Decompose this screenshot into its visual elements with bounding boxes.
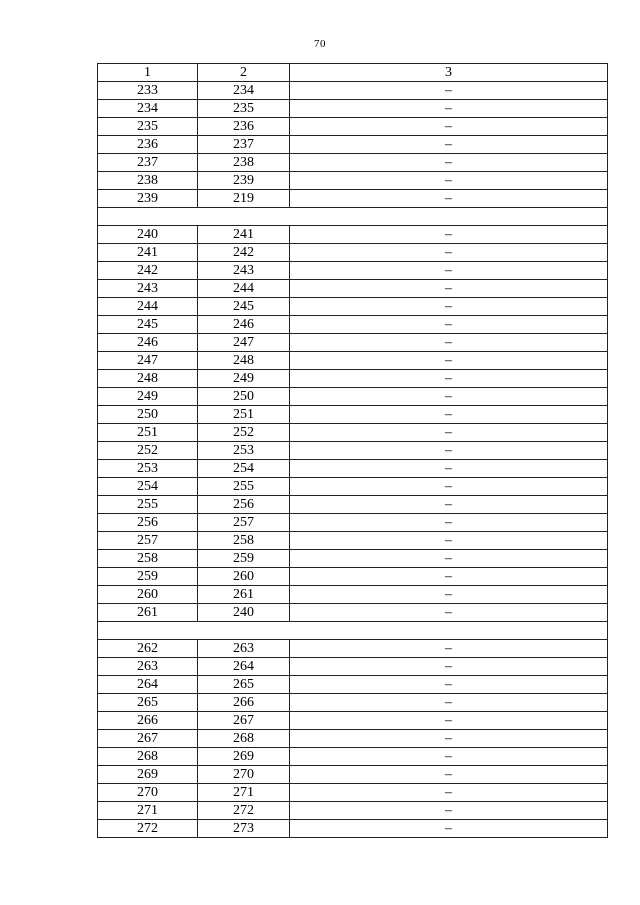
section-separator-cell bbox=[98, 208, 608, 226]
table-header bbox=[98, 64, 608, 82]
table-row bbox=[98, 118, 608, 136]
table-row bbox=[98, 514, 608, 532]
table-cell-col-2: 249 bbox=[198, 370, 290, 388]
table-cell-col-2: 243 bbox=[198, 262, 290, 280]
table-cell-col-3: – bbox=[290, 532, 608, 550]
table-cell-col-2: 242 bbox=[198, 244, 290, 262]
table-cell-col-1: 242 bbox=[98, 262, 198, 280]
section-separator-row bbox=[98, 208, 608, 226]
table-cell-col-3: – bbox=[290, 550, 608, 568]
table-cell-col-3: – bbox=[290, 244, 608, 262]
table-cell-col-2: 255 bbox=[198, 478, 290, 496]
data-table bbox=[97, 63, 608, 838]
table-cell-col-3: – bbox=[290, 82, 608, 100]
section-separator-row bbox=[98, 622, 608, 640]
table-cell-col-3: – bbox=[290, 568, 608, 586]
table-body bbox=[98, 82, 608, 838]
column-header-2: 2 bbox=[198, 64, 290, 82]
table-cell-col-1: 270 bbox=[98, 784, 198, 802]
table-cell-col-1: 255 bbox=[98, 496, 198, 514]
table-cell-col-2: 245 bbox=[198, 298, 290, 316]
table-row bbox=[98, 136, 608, 154]
table-row bbox=[98, 748, 608, 766]
table-row bbox=[98, 316, 608, 334]
table-row bbox=[98, 730, 608, 748]
table-cell-col-1: 234 bbox=[98, 100, 198, 118]
table-cell-col-1: 267 bbox=[98, 730, 198, 748]
table-cell-col-1: 245 bbox=[98, 316, 198, 334]
table-cell-col-3: – bbox=[290, 100, 608, 118]
table-row bbox=[98, 604, 608, 622]
table-cell-col-2: 258 bbox=[198, 532, 290, 550]
table-cell-col-2: 273 bbox=[198, 820, 290, 838]
table-cell-col-1: 264 bbox=[98, 676, 198, 694]
table-row bbox=[98, 802, 608, 820]
table-cell-col-2: 269 bbox=[198, 748, 290, 766]
table-row bbox=[98, 100, 608, 118]
table-cell-col-1: 235 bbox=[98, 118, 198, 136]
table-row bbox=[98, 424, 608, 442]
table-cell-col-1: 253 bbox=[98, 460, 198, 478]
table-cell-col-2: 241 bbox=[198, 226, 290, 244]
table-cell-col-2: 250 bbox=[198, 388, 290, 406]
column-header-3: 3 bbox=[290, 64, 608, 82]
table-row bbox=[98, 694, 608, 712]
table-cell-col-3: – bbox=[290, 154, 608, 172]
table-cell-col-1: 250 bbox=[98, 406, 198, 424]
table-cell-col-1: 249 bbox=[98, 388, 198, 406]
table-cell-col-3: – bbox=[290, 676, 608, 694]
table-cell-col-2: 266 bbox=[198, 694, 290, 712]
table-cell-col-3: – bbox=[290, 298, 608, 316]
table-cell-col-2: 246 bbox=[198, 316, 290, 334]
table-cell-col-1: 268 bbox=[98, 748, 198, 766]
table-cell-col-1: 233 bbox=[98, 82, 198, 100]
table-row bbox=[98, 478, 608, 496]
table-row bbox=[98, 334, 608, 352]
table-cell-col-2: 251 bbox=[198, 406, 290, 424]
table-cell-col-1: 269 bbox=[98, 766, 198, 784]
table-row bbox=[98, 244, 608, 262]
table-cell-col-1: 236 bbox=[98, 136, 198, 154]
table-row bbox=[98, 766, 608, 784]
table-cell-col-1: 261 bbox=[98, 604, 198, 622]
table-cell-col-2: 240 bbox=[198, 604, 290, 622]
table-cell-col-2: 252 bbox=[198, 424, 290, 442]
table-cell-col-3: – bbox=[290, 604, 608, 622]
table-row bbox=[98, 262, 608, 280]
table-cell-col-2: 268 bbox=[198, 730, 290, 748]
table-cell-col-2: 234 bbox=[198, 82, 290, 100]
table-cell-col-3: – bbox=[290, 820, 608, 838]
table-row bbox=[98, 460, 608, 478]
table-cell-col-1: 244 bbox=[98, 298, 198, 316]
table-cell-col-2: 270 bbox=[198, 766, 290, 784]
table-cell-col-2: 272 bbox=[198, 802, 290, 820]
table-row bbox=[98, 550, 608, 568]
table-cell-col-1: 271 bbox=[98, 802, 198, 820]
table-cell-col-1: 238 bbox=[98, 172, 198, 190]
table-row bbox=[98, 280, 608, 298]
table-row bbox=[98, 784, 608, 802]
table-cell-col-2: 265 bbox=[198, 676, 290, 694]
table-cell-col-2: 259 bbox=[198, 550, 290, 568]
table-cell-col-1: 246 bbox=[98, 334, 198, 352]
table-cell-col-2: 238 bbox=[198, 154, 290, 172]
section-separator-cell bbox=[98, 622, 608, 640]
table-row bbox=[98, 568, 608, 586]
table-cell-col-3: – bbox=[290, 766, 608, 784]
table-cell-col-3: – bbox=[290, 280, 608, 298]
table-cell-col-3: – bbox=[290, 658, 608, 676]
table-cell-col-3: – bbox=[290, 262, 608, 280]
table-cell-col-2: 253 bbox=[198, 442, 290, 460]
table-row bbox=[98, 676, 608, 694]
table-cell-col-3: – bbox=[290, 316, 608, 334]
table-cell-col-1: 272 bbox=[98, 820, 198, 838]
table-cell-col-3: – bbox=[290, 388, 608, 406]
table-cell-col-3: – bbox=[290, 496, 608, 514]
table-cell-col-1: 252 bbox=[98, 442, 198, 460]
table-row bbox=[98, 658, 608, 676]
table-cell-col-3: – bbox=[290, 730, 608, 748]
table-cell-col-3: – bbox=[290, 352, 608, 370]
table-cell-col-3: – bbox=[290, 334, 608, 352]
table-row bbox=[98, 496, 608, 514]
table-cell-col-1: 254 bbox=[98, 478, 198, 496]
table-cell-col-1: 259 bbox=[98, 568, 198, 586]
table-cell-col-3: – bbox=[290, 172, 608, 190]
table-cell-col-3: – bbox=[290, 640, 608, 658]
table-cell-col-1: 240 bbox=[98, 226, 198, 244]
table-row bbox=[98, 82, 608, 100]
table-row bbox=[98, 712, 608, 730]
table-cell-col-2: 264 bbox=[198, 658, 290, 676]
table-cell-col-1: 263 bbox=[98, 658, 198, 676]
table-cell-col-3: – bbox=[290, 802, 608, 820]
table-cell-col-2: 219 bbox=[198, 190, 290, 208]
table-cell-col-1: 266 bbox=[98, 712, 198, 730]
table-cell-col-1: 247 bbox=[98, 352, 198, 370]
table-cell-col-2: 247 bbox=[198, 334, 290, 352]
table-cell-col-1: 237 bbox=[98, 154, 198, 172]
table-cell-col-1: 239 bbox=[98, 190, 198, 208]
table-row bbox=[98, 154, 608, 172]
table-cell-col-1: 243 bbox=[98, 280, 198, 298]
table-cell-col-2: 244 bbox=[198, 280, 290, 298]
table-cell-col-3: – bbox=[290, 442, 608, 460]
table-cell-col-3: – bbox=[290, 370, 608, 388]
table-cell-col-2: 237 bbox=[198, 136, 290, 154]
table-cell-col-1: 251 bbox=[98, 424, 198, 442]
table-row bbox=[98, 226, 608, 244]
header-row bbox=[98, 64, 608, 82]
table-cell-col-3: – bbox=[290, 586, 608, 604]
table-row bbox=[98, 172, 608, 190]
table-cell-col-3: – bbox=[290, 694, 608, 712]
table-cell-col-3: – bbox=[290, 514, 608, 532]
table-cell-col-1: 262 bbox=[98, 640, 198, 658]
table-cell-col-2: 256 bbox=[198, 496, 290, 514]
table-cell-col-3: – bbox=[290, 226, 608, 244]
table-cell-col-2: 235 bbox=[198, 100, 290, 118]
table-cell-col-2: 271 bbox=[198, 784, 290, 802]
table-cell-col-2: 263 bbox=[198, 640, 290, 658]
table-row bbox=[98, 388, 608, 406]
table-cell-col-2: 261 bbox=[198, 586, 290, 604]
table-cell-col-3: – bbox=[290, 748, 608, 766]
table-cell-col-3: – bbox=[290, 784, 608, 802]
column-header-1: 1 bbox=[98, 64, 198, 82]
table-cell-col-3: – bbox=[290, 424, 608, 442]
table-row bbox=[98, 352, 608, 370]
table-cell-col-2: 257 bbox=[198, 514, 290, 532]
table-row bbox=[98, 820, 608, 838]
table-row bbox=[98, 406, 608, 424]
table-row bbox=[98, 370, 608, 388]
table-cell-col-1: 256 bbox=[98, 514, 198, 532]
table-cell-col-1: 260 bbox=[98, 586, 198, 604]
table-cell-col-1: 257 bbox=[98, 532, 198, 550]
table-cell-col-1: 248 bbox=[98, 370, 198, 388]
table-row bbox=[98, 586, 608, 604]
table-cell-col-3: – bbox=[290, 118, 608, 136]
table-row bbox=[98, 532, 608, 550]
table-cell-col-2: 236 bbox=[198, 118, 290, 136]
page-number: 70 bbox=[314, 38, 326, 50]
table-cell-col-2: 260 bbox=[198, 568, 290, 586]
table-row bbox=[98, 640, 608, 658]
table-cell-col-1: 241 bbox=[98, 244, 198, 262]
table-cell-col-3: – bbox=[290, 190, 608, 208]
table-cell-col-2: 254 bbox=[198, 460, 290, 478]
table-cell-col-3: – bbox=[290, 136, 608, 154]
table-row bbox=[98, 442, 608, 460]
table-row bbox=[98, 298, 608, 316]
table-cell-col-2: 239 bbox=[198, 172, 290, 190]
table-cell-col-3: – bbox=[290, 460, 608, 478]
table-cell-col-3: – bbox=[290, 712, 608, 730]
table-cell-col-2: 248 bbox=[198, 352, 290, 370]
table-cell-col-1: 258 bbox=[98, 550, 198, 568]
table-cell-col-3: – bbox=[290, 478, 608, 496]
table-cell-col-3: – bbox=[290, 406, 608, 424]
table-cell-col-2: 267 bbox=[198, 712, 290, 730]
table-row bbox=[98, 190, 608, 208]
table-cell-col-1: 265 bbox=[98, 694, 198, 712]
